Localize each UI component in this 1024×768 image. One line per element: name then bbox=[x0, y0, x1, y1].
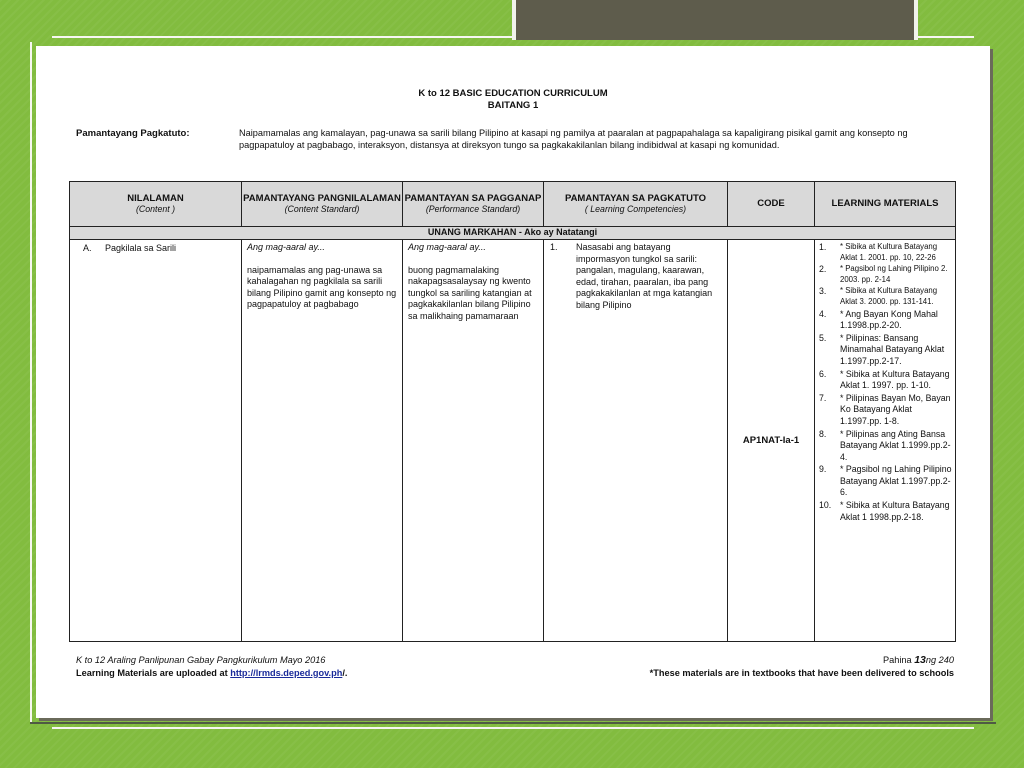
frame-line-bottom-light bbox=[52, 727, 974, 729]
content-standard-text: naipamamalas ang pag-unawa sa kahalagahan ng pagkilala sa sarili bilang Pilipino gamit ang konsepto ng pagpapatuloy at pagbabago bbox=[247, 264, 397, 310]
page-number: Pahina 13ng 240 bbox=[883, 654, 954, 666]
list-item: 10. * Sibika at Kultura Batayang Aklat 1 1998.pp.2-18. bbox=[819, 500, 950, 522]
standard-text: Naipamamalas ang kamalayan, pag-unawa sa sarili bilang Pilipino at kasapi ng pamilya at paaralan at pagpapahalaga sa kapaligirang pisikal gamit ang konsepto ng pagpapatuloy at pagbabago, interaksyon, distansya at direksyon tungo sa pagkakakilanlan bilang indibidwal at kasapi ng komunidad. bbox=[239, 128, 908, 151]
list-item: 1. * Sibika at Kultura Batayang Aklat 1. 2001. pp. 10, 22-26 bbox=[819, 242, 938, 262]
performance-standard-text: buong pagmamalaking nakapagsasalaysay ng kwento tungkol sa sariling katangian at pagkakakilanlan bilang Pilipino sa malikhaing pamamaraan bbox=[408, 264, 532, 321]
list-item: 5. * Pilipinas: Bansang Minamahal Batayang Aklat 1.1997.pp.2-17. bbox=[819, 332, 945, 366]
decorative-tab bbox=[512, 0, 918, 40]
list-item: 3. * Sibika at Kultura Batayang Aklat 3. 2000. pp. 131-141. bbox=[819, 286, 938, 306]
content-standard-intro: Ang mag-aaral ay... bbox=[247, 242, 325, 252]
quarter-label: UNANG MARKAHAN - Ako ay Natatangi bbox=[70, 227, 956, 240]
list-item: 4. * Ang Bayan Kong Mahal 1.1998.pp.2-20. bbox=[819, 308, 938, 331]
performance-standard-intro: Ang mag-aaral ay... bbox=[408, 242, 486, 252]
list-item: 8. * Pilipinas ang Ating Bansa Batayang Aklat 1.1999.pp.2-4. bbox=[819, 428, 951, 462]
document-page bbox=[36, 46, 990, 718]
grade-title: BAITANG 1 bbox=[487, 100, 539, 111]
header-learning-competencies: PAMANTAYAN SA PAGKATUTO ( Learning Competencies) bbox=[544, 182, 728, 227]
content-cell bbox=[70, 240, 242, 642]
standard-label: Pamantayang Pagkatuto: bbox=[76, 128, 190, 139]
header-learning-materials: LEARNING MATERIALS bbox=[815, 182, 956, 227]
document-title bbox=[36, 88, 990, 112]
quarter-row bbox=[70, 227, 956, 240]
footer-left bbox=[76, 654, 347, 679]
frame-line-left bbox=[30, 42, 32, 722]
curriculum-table bbox=[69, 181, 956, 642]
content-text: Pagkilala sa Sarili bbox=[105, 243, 177, 253]
table-row bbox=[70, 240, 956, 642]
content-standard-cell bbox=[242, 240, 403, 642]
list-item: 7. * Pilipinas Bayan Mo, Bayan Ko Batayang Aklat 1.1997.pp. 1-8. bbox=[819, 392, 951, 426]
frame-line-top-right bbox=[918, 36, 974, 38]
code-cell: AP1NAT-Ia-1 bbox=[728, 240, 815, 642]
performance-standard-cell bbox=[403, 240, 544, 642]
curriculum-title: K to 12 BASIC EDUCATION CURRICULUM bbox=[418, 88, 608, 99]
materials-cell bbox=[815, 240, 956, 642]
header-content: NILALAMAN (Content ) bbox=[70, 182, 242, 227]
guide-reference: K to 12 Araling Panlipunan Gabay Pangkurikulum Mayo 2016 bbox=[76, 655, 326, 665]
content-letter: A. bbox=[83, 243, 92, 253]
frame-line-bottom bbox=[30, 722, 996, 724]
footer-right bbox=[650, 654, 954, 679]
materials-list bbox=[815, 240, 955, 523]
table-header-row bbox=[70, 182, 956, 227]
header-content-standard: PAMANTAYANG PANGNILALAMAN (Content Standard) bbox=[242, 182, 403, 227]
header-code: CODE bbox=[728, 182, 815, 227]
lrmds-link[interactable]: http://lrmds.deped.gov.ph bbox=[230, 667, 343, 678]
competency-cell bbox=[544, 240, 728, 642]
list-item: 2. * Pagsibol ng Lahing Pilipino 2. 2003. pp. 2-14 bbox=[819, 264, 948, 284]
competency-text: Nasasabi ang batayang impormasyon tungkol sa sarili: pangalan, magulang, kaarawan, edad, tirahan, paaralan, iba pang pagkakakilanlan at mga katangian bilang Pilipino bbox=[576, 242, 713, 310]
materials-note: *These materials are in textbooks that have been delivered to schools bbox=[649, 667, 954, 678]
header-performance-standard: PAMANTAYAN SA PAGGANAP (Performance Standard) bbox=[403, 182, 544, 227]
upload-note: Learning Materials are uploaded at http://lrmds.deped.gov.ph/. bbox=[76, 667, 348, 678]
list-item: 6. * Sibika at Kultura Batayang Aklat 1. 1997. pp. 1-10. bbox=[819, 368, 950, 391]
list-item: 9. * Pagsibol ng Lahing Pilipino Batayang Aklat 1.1997.pp.2-6. bbox=[819, 464, 952, 498]
frame-line-top bbox=[52, 36, 512, 38]
competency-number: 1. bbox=[550, 242, 558, 252]
